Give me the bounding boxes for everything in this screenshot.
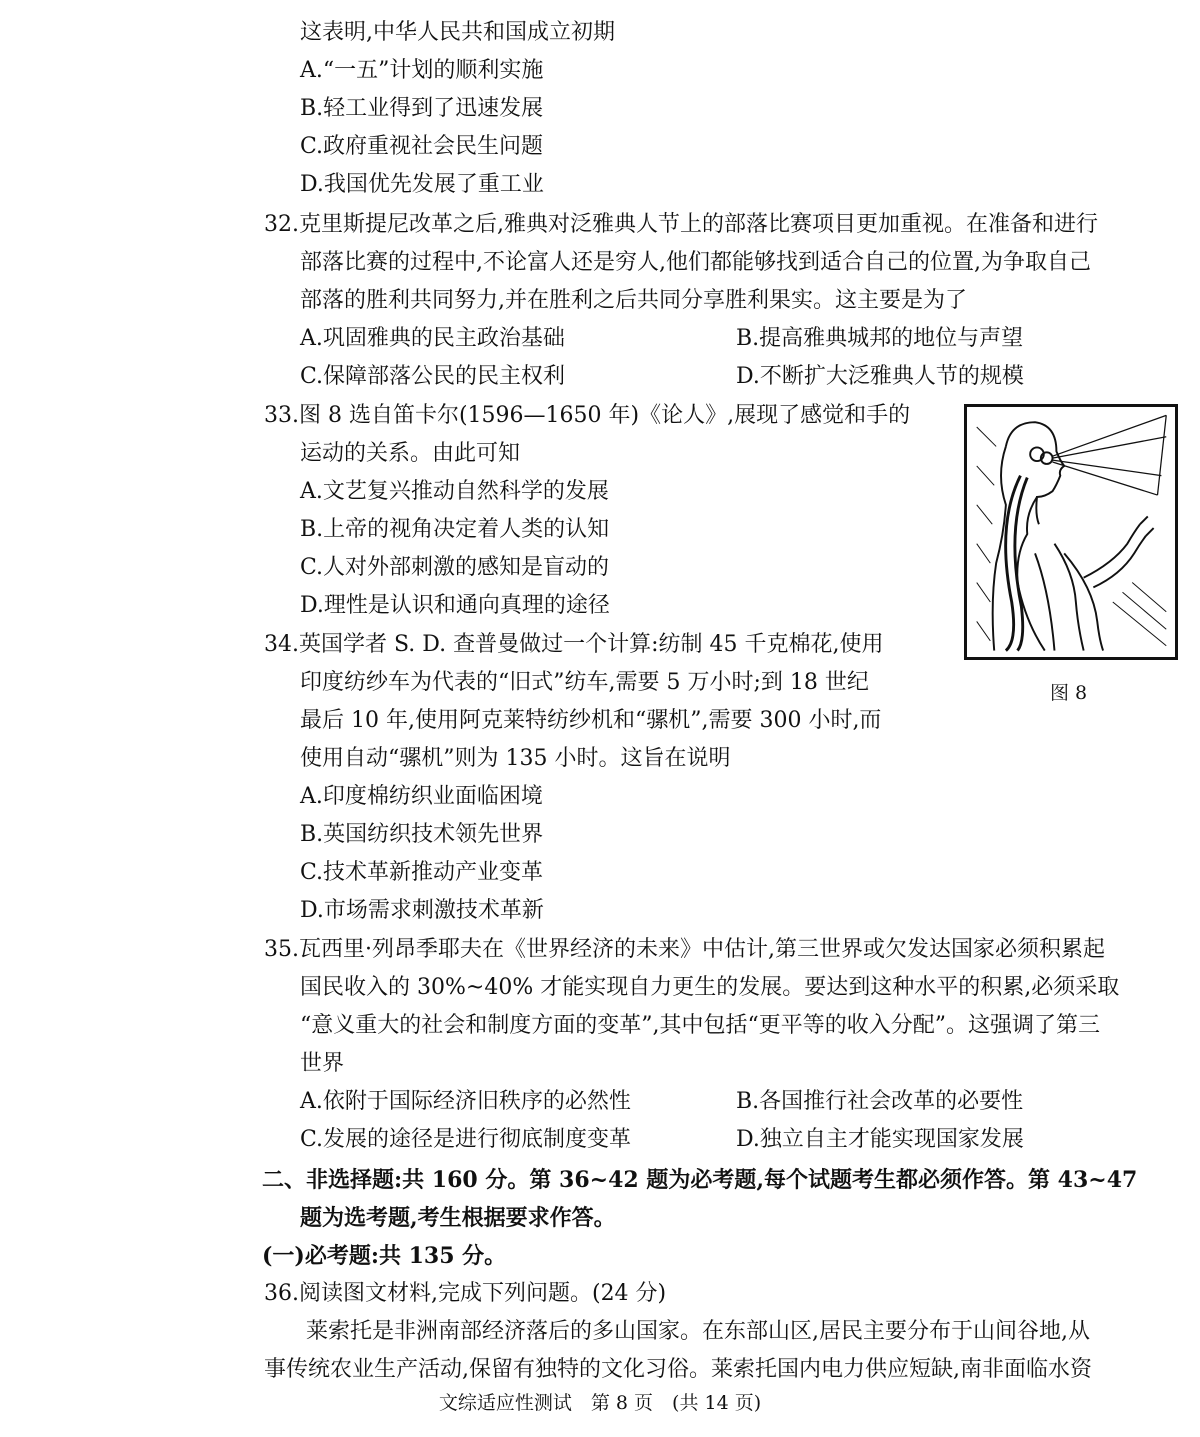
q32-option-a: A.巩固雅典的民主政治基础	[300, 326, 565, 351]
q31-option-a: A.“一五”计划的顺利实施	[300, 58, 544, 83]
q34-option-a: A.印度棉纺织业面临困境	[300, 784, 543, 809]
q34-stem-line-2: 印度纺纱车为代表的“旧式”纺车,需要 5 万小时;到 18 世纪	[300, 670, 869, 695]
q35-stem-line-3: “意义重大的社会和制度方面的变革”,其中包括“更平等的收入分配”。这强调了第三	[300, 1013, 1100, 1038]
q31-stem-tail: 这表明,中华人民共和国成立初期	[300, 20, 615, 45]
q35-stem-line-2: 国民收入的 30%~40% 才能实现自力更生的发展。要达到这种水平的积累,必须采取	[300, 975, 1120, 1000]
q33-option-a: A.文艺复兴推动自然科学的发展	[300, 479, 609, 504]
q35-stem-line-4: 世界	[300, 1051, 345, 1076]
q32-option-c: C.保障部落公民的民主权利	[300, 364, 566, 389]
q32-option-d: D.不断扩大泛雅典人节的规模	[736, 364, 1024, 389]
q34-stem-line-1: 34.英国学者 S. D. 查普曼做过一个计算:纺制 45 千克棉花,使用	[264, 632, 884, 657]
q33-stem-line-1: 33.图 8 选自笛卡尔(1596—1650 年)《论人》,展现了感觉和手的	[264, 403, 911, 428]
q34-option-b: B.英国纺织技术领先世界	[300, 822, 544, 847]
q32-stem-line-3: 部落的胜利共同努力,并在胜利之后共同分享胜利果实。这主要是为了	[300, 288, 967, 313]
q34-stem-line-4: 使用自动“骡机”则为 135 小时。这旨在说明	[300, 746, 731, 771]
page-footer: 文综适应性测试 第 8 页 (共 14 页)	[438, 1392, 762, 1414]
q32-stem-line-1: 32.克里斯提尼改革之后,雅典对泛雅典人节上的部落比赛项目更加重视。在准备和进行	[264, 212, 1098, 237]
q36-material-line-2: 事传统农业生产活动,保留有独特的文化习俗。莱索托国内电力供应短缺,南非面临水资	[264, 1357, 1092, 1382]
q33-option-c: C.人对外部刺激的感知是盲动的	[300, 555, 610, 580]
q33-option-b: B.上帝的视角决定着人类的认知	[300, 517, 610, 542]
q32-stem-line-2: 部落比赛的过程中,不论富人还是穷人,他们都能够找到适合自己的位置,为争取自己	[300, 250, 1091, 275]
q31-option-d: D.我国优先发展了重工业	[300, 172, 544, 197]
q36-material-line-1: 莱索托是非洲南部经济落后的多山国家。在东部山区,居民主要分布于山间谷地,从	[306, 1319, 1090, 1344]
section-2-heading-line-1: 二、非选择题:共 160 分。第 36~42 题为必考题,每个试题考生都必须作答。第 43~47	[262, 1167, 1138, 1193]
q35-option-b: B.各国推行社会改革的必要性	[736, 1089, 1024, 1114]
q33-stem-line-2: 运动的关系。由此可知	[300, 441, 521, 466]
section-2-subheading: (一)必考题:共 135 分。	[262, 1243, 507, 1269]
q31-option-c: C.政府重视社会民生问题	[300, 134, 544, 159]
q31-option-b: B.轻工业得到了迅速发展	[300, 96, 544, 121]
q34-option-d: D.市场需求刺激技术革新	[300, 898, 544, 923]
q35-option-d: D.独立自主才能实现国家发展	[736, 1127, 1024, 1152]
q36-stem: 36.阅读图文材料,完成下列问题。(24 分)	[264, 1281, 667, 1306]
q35-option-a: A.依附于国际经济旧秩序的必然性	[300, 1089, 631, 1114]
q34-option-c: C.技术革新推动产业变革	[300, 860, 544, 885]
section-2-heading-line-2: 题为选考题,考生根据要求作答。	[300, 1205, 616, 1231]
q35-stem-line-1: 35.瓦西里·列昂季耶夫在《世界经济的未来》中估计,第三世界或欠发达国家必须积累起	[264, 937, 1105, 962]
figure-8-illustration	[964, 404, 1178, 660]
q33-option-d: D.理性是认识和通向真理的途径	[300, 593, 610, 618]
q34-stem-line-3: 最后 10 年,使用阿克莱特纺纱机和“骡机”,需要 300 小时,而	[300, 708, 882, 733]
figure-8-caption: 图 8	[1050, 682, 1088, 704]
q32-option-b: B.提高雅典城邦的地位与声望	[736, 326, 1024, 351]
q35-option-c: C.发展的途径是进行彻底制度变革	[300, 1127, 632, 1152]
